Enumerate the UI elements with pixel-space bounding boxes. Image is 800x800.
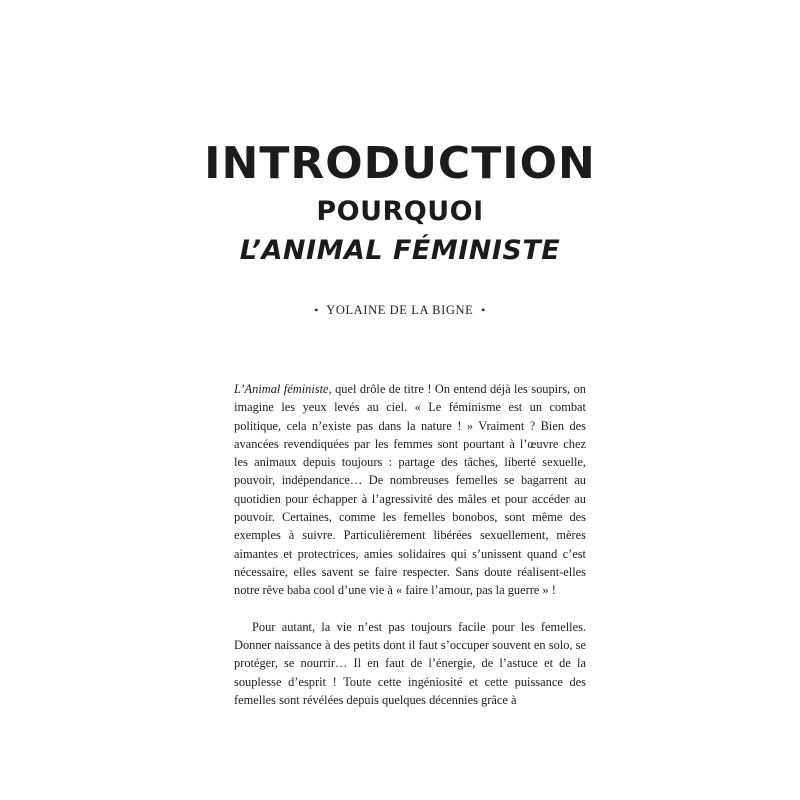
book-title-italic: L’Animal féministe [234, 382, 329, 396]
bullet-left: • [314, 303, 319, 317]
chapter-subtitle-line1: POURQUOI [316, 196, 484, 227]
body-text [234, 380, 586, 709]
author-byline [0, 302, 800, 318]
chapter-subtitle-line2: L’ANIMAL FÉMINISTE [239, 235, 561, 266]
author-name: YOLAINE DE LA BIGNE [326, 303, 474, 317]
bullet-right: • [481, 303, 486, 317]
paragraph-1-text: , quel drôle de titre ! On entend déjà les soupirs, on imagine les yeux levés au ciel. « Le féminisme est un combat politique, cela n’existe pas dans la nature ! » Vraiment ? Bien des avancées revendiquées par les femmes sont pourtant à l’œuvre chez les animaux depuis toujours : partage des tâches, liberté sexuelle, pouvoir, indépendance… De nombreuses femelles se bagarrent au quotidien pour échapper à l’agressivité des mâles et pour accéder au pouvoir. Certaines, comme les femelles bonobos, sont même des exemples à suivre. Particulièrement libérées sexuellement, mères aimantes et protectrices, amies solidaires qui s’unissent quand c’est nécessaire, elles savent se faire respecter. Sans doute réalisent-elles notre rêve baba cool d’une vie à « faire l’amour, pas la guerre » ! [234, 382, 586, 598]
paragraph-2: Pour autant, la vie n’est pas toujours facile pour les femelles. Donner naissance à des petits dont il faut s’occuper souvent en solo, se protéger, se nourrir… Il en faut de l’énergie, de l’astuce et de la souplesse d’esprit ! Toute cette ingéniosité et cette puissance des femelles sont révélées depuis quelques décennies grâce à [234, 619, 586, 708]
chapter-title: INTRODUCTION [204, 138, 596, 189]
paragraph-1 [234, 380, 586, 600]
